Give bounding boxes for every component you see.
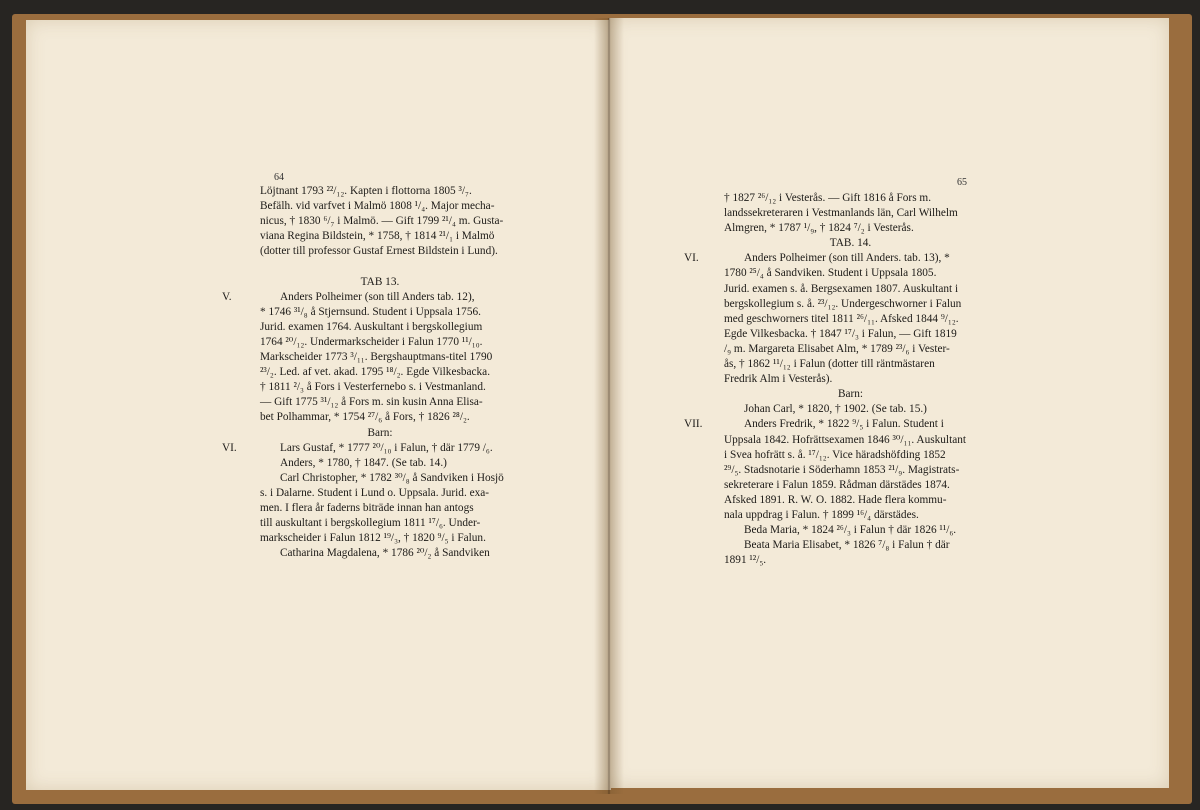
line-text: Anders, * 1780, † 1847. (Se tab. 14.)	[280, 456, 447, 469]
line-text: Beata Maria Elisabet, * 1826 ⁷/₈ i Falun † där	[744, 539, 950, 552]
line-text: 1891 ¹²/₅.	[724, 554, 767, 567]
line-text: † 1811 ²/₃ å Fors i Vesterfernebo s. i Vestmanland.	[260, 381, 486, 394]
line-text: TAB. 14.	[829, 237, 872, 250]
line-text: /₉ m. Margareta Elisabet Alm, * 1789 ²³/₆ i Vester-	[724, 342, 950, 355]
line-text: Anders Polheimer (son till Anders tab. 12),	[280, 290, 475, 303]
text-line	[260, 320, 500, 335]
line-text: — Gift 1775 ³¹/₁₂ å Fors m. sin kusin Anna Elisa-	[260, 396, 483, 409]
text-line	[260, 486, 500, 501]
line-text: Almgren, * 1787 ¹/₉, † 1824 ⁷/₂ i Vesterås.	[724, 222, 914, 235]
text-line	[260, 365, 500, 380]
line-text: sekreterare i Falun 1859. Rådman därstädes 1874.	[724, 478, 950, 491]
text-line	[260, 501, 500, 516]
text-line	[684, 251, 977, 266]
text-line	[724, 221, 977, 236]
text-line	[260, 380, 500, 395]
book-gutter	[594, 18, 624, 794]
line-text: Catharina Magdalena, * 1786 ²⁰/₂ å Sandviken	[280, 547, 490, 560]
line-text: Löjtnant 1793 ²²/₁₂. Kapten i flottorna 1805 ³/₇.	[260, 185, 472, 197]
text-block	[222, 184, 504, 561]
text-line	[724, 372, 977, 387]
line-text: * 1746 ³¹/₈ å Stjernsund. Student i Uppsala 1756.	[260, 305, 481, 318]
page-number: 64	[274, 172, 284, 183]
text-line	[724, 433, 977, 448]
line-text: Beda Maria, * 1824 ²⁶/₃ i Falun † där 1826 ¹¹/₆.	[744, 524, 957, 537]
line-text: Lars Gustaf, * 1777 ²⁰/₁₀ i Falun, † där 1779 /₆.	[280, 441, 493, 454]
text-line	[724, 538, 977, 553]
text-line	[724, 553, 977, 568]
line-text: s. i Dalarne. Student i Lund o. Uppsala. Jurid. exa-	[260, 486, 490, 499]
line-text: 1764 ²⁰/₁₂. Undermarkscheider i Falun 1770 ¹¹/₁₀.	[260, 335, 483, 348]
line-text: men. I flera år faderns biträde innan han antogs	[260, 501, 474, 514]
page-number: 65	[957, 177, 967, 188]
text-line	[260, 184, 500, 199]
text-line	[260, 471, 504, 486]
text-line	[260, 214, 504, 229]
text-line	[260, 531, 500, 546]
text-line	[260, 275, 500, 290]
text-line	[260, 259, 500, 274]
text-line	[724, 312, 977, 327]
generation-number: VII.	[684, 418, 703, 431]
text-line	[724, 478, 977, 493]
line-text: ²³/₂. Led. af vet. akad. 1795 ¹⁸/₂. Egde Vilkesbacka.	[260, 366, 491, 379]
text-line	[260, 244, 500, 259]
line-text: Uppsala 1842. Hofrättsexamen 1846 ³⁰/₁₁. Auskultant	[724, 433, 967, 446]
line-text: Jurid. examen s. å. Bergsexamen 1807. Auskultant i	[724, 282, 959, 295]
text-line	[260, 350, 500, 365]
text-line	[260, 410, 500, 425]
text-block	[684, 191, 977, 568]
generation-number: VI.	[684, 252, 699, 265]
line-text: (dotter till professor Gustaf Ernest Bildstein i Lund).	[260, 245, 498, 258]
text-line	[724, 508, 977, 523]
line-text: Barn:	[837, 388, 864, 401]
text-line	[260, 335, 500, 350]
text-line	[724, 463, 977, 478]
line-text: ås, † 1862 ¹¹/₁₂ i Falun (dotter till räntmästaren	[724, 358, 935, 371]
line-text: Markscheider 1773 ³/₁₁. Bergshauptmans-titel 1790	[260, 351, 493, 364]
text-line	[260, 229, 500, 244]
text-line	[724, 402, 977, 417]
line-text: Befälh. vid varfvet i Malmö 1808 ¹/₄. Major mecha-	[260, 200, 495, 213]
line-text: Jurid. examen 1764. Auskultant i bergskollegium	[260, 320, 483, 333]
line-text: † 1827 ²⁶/₁₂ i Vesterås. — Gift 1816 å Fors m.	[724, 192, 932, 204]
generation-number: VI.	[222, 441, 237, 454]
text-line	[260, 395, 500, 410]
line-text: Fredrik Alm i Vesterås).	[724, 373, 833, 386]
line-text: Afsked 1891. R. W. O. 1882. Hade flera kommu-	[724, 493, 947, 506]
text-line	[724, 523, 977, 538]
right-page	[609, 18, 1169, 788]
text-line	[724, 387, 977, 402]
left-page	[26, 20, 611, 790]
text-line	[260, 199, 500, 214]
text-line	[724, 206, 977, 221]
line-text: nicus, † 1830 ⁶/₇ i Malmö. — Gift 1799 ²¹/₄ m. Gusta-	[260, 215, 504, 228]
text-line	[260, 516, 500, 531]
line-text: Egde Vilkesbacka. † 1847 ¹⁷/₃ i Falun, — Gift 1819	[724, 327, 957, 340]
line-text: TAB 13.	[360, 275, 400, 288]
text-line	[724, 357, 977, 372]
line-text: Anders Fredrik, * 1822 ⁹/₅ i Falun. Student i	[744, 418, 944, 431]
text-line	[724, 282, 977, 297]
line-text: till auskultant i bergskollegium 1811 ¹⁷/₆. Under-	[260, 517, 481, 530]
line-text: Carl Christopher, * 1782 ³⁰/₈ å Sandviken i Hosjö	[280, 471, 504, 484]
line-text: markscheider i Falun 1812 ¹⁹/₃, † 1820 ⁹/₅ i Falun.	[260, 532, 486, 545]
text-line	[724, 297, 977, 312]
line-text: viana Regina Bildstein, * 1758, † 1814 ²¹/₁ i Malmö	[260, 230, 495, 243]
text-line	[724, 493, 977, 508]
text-line	[724, 236, 977, 251]
line-text: Barn:	[367, 426, 393, 439]
text-line	[222, 290, 500, 305]
text-line	[724, 342, 977, 357]
line-text: bergskollegium s. å. ²³/₁₂. Undergeschworner i Falun	[724, 297, 962, 310]
line-text: ²⁹/₅. Stadsnotarie i Söderhamn 1853 ²¹/₉. Magistrats-	[724, 463, 960, 476]
text-line	[260, 426, 500, 441]
line-text: 1780 ²⁵/₄ å Sandviken. Student i Uppsala 1805.	[724, 267, 937, 280]
text-line	[222, 441, 500, 456]
line-text: landssekreteraren i Vestmanlands län, Carl Wilhelm	[724, 207, 958, 220]
text-line	[724, 266, 977, 281]
generation-number: V.	[222, 290, 232, 303]
line-text: med geschworners titel 1811 ²⁶/₁₁. Afsked 1844 ⁹/₁₂.	[724, 312, 959, 325]
line-text: bet Polhammar, * 1754 ²⁷/₆ å Fors, † 1826 ²⁸/₂.	[260, 411, 470, 424]
text-line	[724, 448, 977, 463]
text-line	[724, 327, 977, 342]
line-text: i Svea hofrätt s. å. ¹⁷/₁₂. Vice häradshöfding 1852	[724, 448, 946, 461]
line-text: Anders Polheimer (son till Anders. tab. 13), *	[744, 252, 950, 265]
line-text: nala uppdrag i Falun. † 1899 ¹⁶/₄ därstädes.	[724, 508, 919, 521]
line-text: Johan Carl, * 1820, † 1902. (Se tab. 15.)	[744, 403, 927, 416]
text-line	[684, 417, 977, 432]
text-line	[260, 546, 500, 561]
text-line	[724, 191, 977, 206]
text-line	[260, 305, 500, 320]
text-line	[260, 456, 500, 471]
